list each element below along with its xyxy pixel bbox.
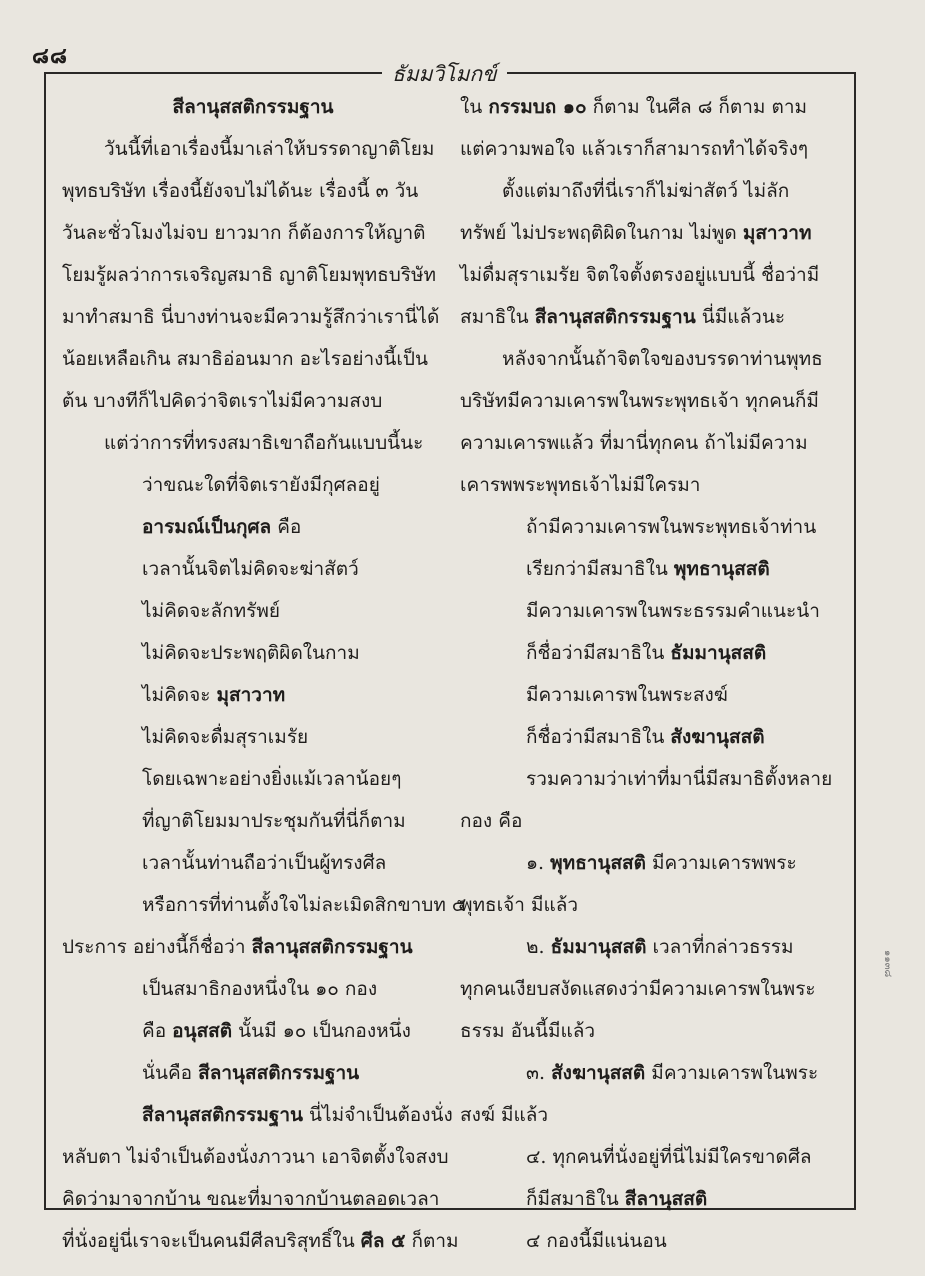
- bold-term: ศีล ๕: [360, 1230, 406, 1252]
- line-text: หลับตา ไม่จำเป็นต้องนั่งภาวนา เอาจิตตั้งใจสงบ: [62, 1146, 449, 1168]
- line-text: เวลานั้นท่านถือว่าเป็นผู้ทรงศีล: [142, 852, 387, 874]
- text-line: [62, 926, 444, 968]
- text-line: [62, 716, 444, 758]
- text-line: [460, 926, 840, 968]
- text-line: [460, 128, 840, 170]
- text-line: [62, 464, 444, 506]
- line-text: ความเคารพแล้ว ที่มานี่ทุกคน ถ้าไม่มีความ: [460, 432, 808, 454]
- line-text: ที่ญาติโยมมาประชุมกันที่นี่ก็ตาม: [142, 810, 406, 832]
- line-text: หรือการที่ท่านตั้งใจไม่ละเมิดสิกขาบท ๕: [142, 894, 467, 916]
- line-text: ก็ชื่อว่ามีสมาธิใน: [526, 726, 671, 748]
- text-line: [460, 1136, 840, 1178]
- text-line: [62, 842, 444, 884]
- line-text: ถ้ามีความเคารพในพระพุทธเจ้าท่าน: [526, 516, 817, 538]
- line-text: ๑.: [526, 852, 551, 874]
- line-text: โยมรู้ผลว่าการเจริญสมาธิ ญาติโยมพุทธบริษัท: [62, 264, 437, 286]
- line-text: มีความเคารพในพระสงฆ์: [526, 684, 728, 706]
- bold-term: สีลานุสสติกรรมฐาน: [142, 1104, 304, 1126]
- page-number: ๘๘: [32, 43, 68, 69]
- line-text: เคารพพระพุทธเจ้าไม่มีใครมา: [460, 474, 701, 496]
- line-text: คือ: [271, 516, 302, 538]
- bold-term: สังฆานุสสติ: [551, 1062, 646, 1084]
- bold-term: อนุสสติ: [172, 1020, 233, 1042]
- line-text: ต้น บางทีก็ไปคิดว่าจิตเราไม่มีความสงบ: [62, 390, 383, 412]
- line-text: ๔ กองนี้มีแน่นอน: [526, 1230, 667, 1252]
- bold-term: พุทธานุสสติ: [550, 852, 646, 874]
- line-text: วันละชั่วโมงไม่จบ ยาวมาก ก็ต้องการให้ญาติ: [62, 222, 426, 244]
- text-line: [62, 1094, 453, 1136]
- bold-term: สังฆานุสสติ: [670, 726, 765, 748]
- text-line: [460, 842, 840, 884]
- text-line: [62, 632, 444, 674]
- line-text: มาทำสมาธิ นี่บางท่านจะมีความรู้สึกว่าเรานี่ได้: [62, 306, 440, 328]
- bold-term: มุสาวาท: [742, 222, 812, 244]
- text-line: [62, 1010, 444, 1052]
- line-text: นั่นคือ: [142, 1062, 199, 1084]
- line-text: คิดว่ามาจากบ้าน ขณะที่มาจากบ้านตลอดเวลา: [62, 1188, 440, 1210]
- text-line: [460, 296, 840, 338]
- text-line: [62, 800, 444, 842]
- text-line: [460, 716, 840, 758]
- text-line: [62, 758, 444, 800]
- text-line: [460, 506, 840, 548]
- text-line: [460, 1178, 840, 1220]
- line-text: ธรรม อันนี้มีแล้ว: [460, 1020, 596, 1042]
- line-text: มีความเคารพในพระ: [645, 1062, 819, 1084]
- line-text: สงฆ์ มีแล้ว: [460, 1104, 549, 1126]
- line-text: เวลานั้นจิตไม่คิดจะฆ่าสัตว์: [142, 558, 359, 580]
- line-text: ไม่คิดจะลักทรัพย์: [142, 600, 281, 622]
- text-line: [62, 128, 444, 170]
- text-line: [62, 422, 444, 464]
- running-title: ธัมมวิโมกข์: [382, 58, 507, 91]
- text-line: [460, 254, 840, 296]
- text-line: [460, 548, 840, 590]
- line-text: แต่ว่าการที่ทรงสมาธิเขาถือกันแบบนี้นะ: [104, 432, 424, 454]
- line-text: รวมความว่าเท่าที่มานี่มีสมาธิตั้งหลาย: [526, 768, 833, 790]
- line-text: โดยเฉพาะอย่างยิ่งแม้เวลาน้อยๆ: [142, 768, 402, 790]
- text-line: [62, 86, 444, 128]
- text-line: [62, 884, 467, 926]
- text-line: [460, 758, 840, 800]
- line-text: ก็ตาม ในศีล ๘ ก็ตาม ตาม: [586, 96, 808, 118]
- text-line: [460, 422, 840, 464]
- text-line: [460, 800, 840, 842]
- text-line: [460, 1220, 840, 1262]
- text-line: [62, 254, 444, 296]
- line-text: นี่ไม่จำเป็นต้องนั่ง: [303, 1104, 453, 1126]
- bold-term: ธัมมานุสสติ: [670, 642, 767, 664]
- text-line: [62, 1136, 449, 1178]
- text-line: [460, 884, 840, 926]
- text-line: [460, 968, 840, 1010]
- margin-note: ๑๑๓๘: [882, 950, 893, 978]
- text-line: [460, 338, 840, 380]
- line-text: ทรัพย์ ไม่ประพฤติผิดในกาม ไม่พูด: [460, 222, 743, 244]
- line-text: น้อยเหลือเกิน สมาธิอ่อนมาก อะไรอย่างนี้เป็น: [62, 348, 428, 370]
- text-line: [62, 1220, 459, 1262]
- text-line: [62, 1178, 444, 1220]
- bold-term: สีลานุสสติกรรมฐาน: [534, 306, 696, 328]
- right-column: [460, 86, 840, 1262]
- text-line: [460, 380, 840, 422]
- text-line: [62, 170, 444, 212]
- bold-term: ธัมมานุสสติ: [550, 936, 647, 958]
- text-line: [62, 1052, 444, 1094]
- line-text: เป็นสมาธิกองหนึ่งใน ๑๐ กอง: [142, 978, 378, 1000]
- text-line: [460, 632, 840, 674]
- text-line: [460, 1052, 840, 1094]
- line-text: แต่ความพอใจ แล้วเราก็สามารถทำได้จริงๆ: [460, 138, 809, 160]
- line-text: ไม่ดื่มสุราเมรัย จิตใจตั้งตรงอยู่แบบนี้ ชื่อว่ามี: [460, 264, 820, 286]
- text-line: [460, 1010, 840, 1052]
- line-text: ประการ อย่างนี้ก็ชื่อว่า: [62, 936, 252, 958]
- line-text: ที่นั่งอยู่นี่เราจะเป็นคนมีศีลบริสุทธิ์ใน: [62, 1230, 361, 1252]
- text-line: [460, 170, 840, 212]
- line-text: ๔. ทุกคนที่นั่งอยู่ที่นี่ไม่มีใครขาดศีล: [526, 1146, 812, 1168]
- line-text: ๒.: [526, 936, 551, 958]
- text-line: [62, 338, 444, 380]
- bold-term: สีลานุสสติกรรมฐาน: [172, 96, 334, 118]
- text-line: [62, 674, 444, 716]
- text-line: [460, 464, 840, 506]
- line-text: มีความเคารพพระ: [645, 852, 797, 874]
- text-line: [460, 86, 840, 128]
- line-text: นี่มีแล้วนะ: [695, 306, 786, 328]
- left-column: [62, 86, 467, 1262]
- line-text: ก็ชื่อว่ามีสมาธิใน: [526, 642, 671, 664]
- line-text: เรียกว่ามีสมาธิใน: [526, 558, 674, 580]
- line-text: ไม่คิดจะ: [142, 684, 217, 706]
- line-text: ใน: [460, 96, 489, 118]
- line-text: บริษัทมีความเคารพในพระพุทธเจ้า ทุกคนก็มี: [460, 390, 819, 412]
- bold-term: สีลานุสสติ: [624, 1188, 708, 1210]
- bold-term: พุทธานุสสติ: [673, 558, 770, 580]
- text-line: [62, 968, 444, 1010]
- bold-term: สีลานุสสติกรรมฐาน: [198, 1062, 360, 1084]
- line-text: ไม่คิดจะดื่มสุราเมรัย: [142, 726, 309, 748]
- text-line: [460, 674, 840, 716]
- text-line: [460, 590, 840, 632]
- text-line: [460, 212, 840, 254]
- line-text: นั้นมี ๑๐ เป็นกองหนึ่ง: [232, 1020, 411, 1042]
- bold-term: อารมณ์เป็นกุศล: [142, 516, 272, 538]
- line-text: พุทธบริษัท เรื่องนี้ยังจบไม่ได้นะ เรื่องนี้ ๓ วัน: [62, 180, 419, 202]
- line-text: สมาธิใน: [460, 306, 535, 328]
- line-text: หลังจากนั้นถ้าจิตใจของบรรดาท่านพุทธ: [502, 348, 823, 370]
- text-line: [62, 212, 444, 254]
- line-text: ว่าขณะใดที่จิตเรายังมีกุศลอยู่: [142, 474, 380, 496]
- text-line: [62, 590, 444, 632]
- text-line: [62, 296, 444, 338]
- text-line: [62, 548, 444, 590]
- line-text: ทุกคนเงียบสงัดแสดงว่ามีความเคารพในพระ: [460, 978, 816, 1000]
- line-text: ๓.: [526, 1062, 552, 1084]
- line-text: คือ: [142, 1020, 173, 1042]
- line-text: กอง คือ: [460, 810, 523, 832]
- text-line: [460, 1094, 840, 1136]
- text-line: [62, 506, 444, 548]
- line-text: เวลาที่กล่าวธรรม: [646, 936, 794, 958]
- text-line: [62, 380, 444, 422]
- line-text: พุทธเจ้า มีแล้ว: [460, 894, 579, 916]
- line-text: มีความเคารพในพระธรรมคำแนะนำ: [526, 600, 820, 622]
- bold-term: กรรมบถ ๑๐: [488, 96, 587, 118]
- line-text: วันนี้ที่เอาเรื่องนี้มาเล่าให้บรรดาญาติโยม: [104, 138, 435, 160]
- line-text: ก็ตาม: [405, 1230, 459, 1252]
- bold-term: มุสาวาท: [216, 684, 286, 706]
- line-text: ก็มีสมาธิใน: [526, 1188, 625, 1210]
- bold-term: สีลานุสสติกรรมฐาน: [251, 936, 413, 958]
- line-text: ตั้งแต่มาถึงที่นี่เราก็ไม่ฆ่าสัตว์ ไม่ลัก: [502, 180, 790, 202]
- line-text: ไม่คิดจะประพฤติผิดในกาม: [142, 642, 360, 664]
